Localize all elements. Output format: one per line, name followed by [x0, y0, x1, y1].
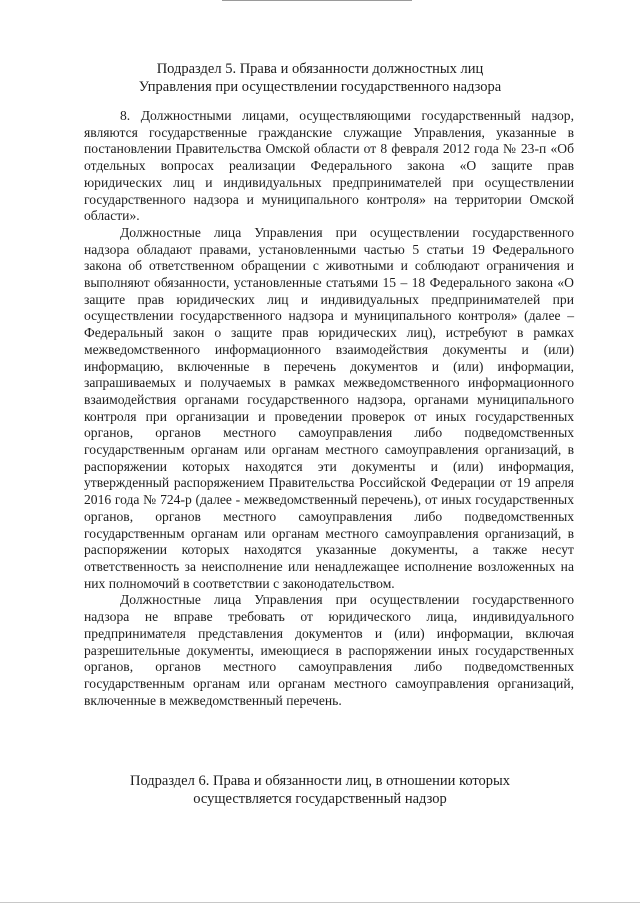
paragraph-officials-rights: Должностные лица Управления при осуществлении государственного надзора обладают правами, установленными частью 5 статьи 19 Федерального закона об ответственном обращении с животными и соблюдают ограничения и выполняют обязанности, установленные статьями 15 – 18 Федерального закона «О защите прав юридических лиц и индивидуальных предпринимателей при осуществлении государственного надзора и муниципального контроля» (далее – Федеральный закон о защите прав юридических лиц), истребуют в рамках межведомственного информационного взаимодействия документы и (или) информацию, включенные в перечень документов и (или) информации, запрашиваемых и получаемых в рамках межведомственного информационного взаимодействия органами государственного надзора, органами муниципального контроля при организации и проведении проверок от иных государственных органов, органов местного самоуправления либо подведомственных государственным органам или органам местного самоуправления организаций, в распоряжении которых находятся эти документы и (или) информация, утвержденный распоряжением Правительства Российской Федерации от 19 апреля 2016 года № 724-р (далее - межведомственный перечень), от иных государственных органов, органов местного самоуправления либо подведомственных государственным органам или органам местного самоуправления организаций, в распоряжении которых находятся указанные документы, а также несут ответственность за неисполнение или ненадлежащее исполнение возложенных на них полномочий в соответствии с законодательством.	[84, 224, 574, 591]
subsection-6-heading	[0, 772, 640, 808]
body-text	[84, 108, 574, 709]
bottom-edge-line	[0, 902, 640, 903]
subsection-5-heading	[0, 60, 640, 96]
paragraph-officials-restrictions: Должностные лица Управления при осуществлении государственного надзора не вправе требовать от юридического лица, индивидуального предпринимателя представления документов и (или) информации, включая разрешительные документы, имеющиеся в распоряжении иных государственных органов, органов местного самоуправления либо подведомственных государственным органам или органам местного самоуправления организаций, включенные в межведомственный перечень.	[84, 592, 574, 708]
subsection-5-heading-line-2: Управления при осуществлении государственного надзора	[138, 79, 502, 95]
subsection-5-heading-line-1: Подраздел 5. Права и обязанности должностных лиц	[156, 61, 484, 77]
top-edge-line	[222, 0, 412, 1]
paragraph-8: 8. Должностными лицами, осуществляющими государственный надзор, являются государственные гражданские служащие Управления, указанные в постановлении Правительства Омской области от 8 февраля 2012 года № 23-п «Об отдельных вопросах реализации Федерального закона «О защите прав юридических лиц и индивидуальных предпринимателей при осуществлении государственного надзора и муниципального контроля» на территории Омской области».	[84, 108, 574, 224]
subsection-6-heading-line-2: осуществляется государственный надзор	[193, 791, 447, 807]
subsection-6-heading-line-1: Подраздел 6. Права и обязанности лиц, в отношении которых	[129, 773, 511, 789]
